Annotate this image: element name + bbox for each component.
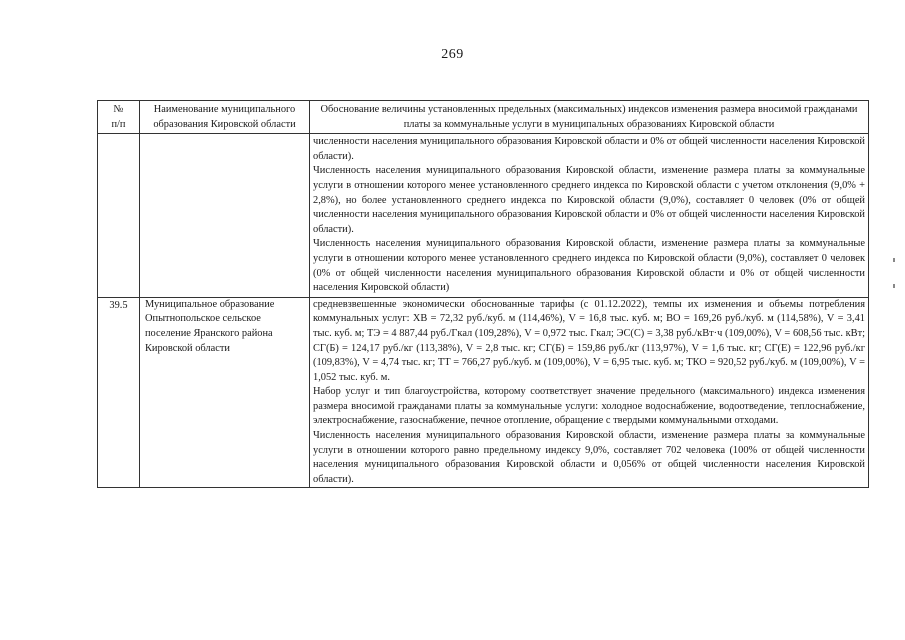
paragraph: Набор услуг и тип благоустройства, которому соответствует значение предельного (максимального) индекса изменения размера вносимой гражданами платы за коммунальные услуги: холодное водоснабжение, водоотведение, теплоснабжение, электроснабжение, газоснабжение, печное отопление, обращение с твердыми коммунальными отходами. [313,386,865,427]
scan-mark [893,284,895,288]
row-justification [310,134,869,298]
justification-table [97,100,869,488]
row-num: 39.5 [98,297,140,488]
header-num: № п/п [98,101,140,134]
row-municipality: Муниципальное образование Опытнопольское сельское поселение Яранского района Кировской области [140,297,310,488]
header-justification: Обоснование величины установленных предельных (максимальных) индексов изменения размера вносимой гражданами платы за коммунальные услуги в муниципальных образованиях Кировской области [310,101,869,134]
row-municipality [140,134,310,298]
row-justification [310,297,869,488]
table-row [98,134,869,298]
paragraph: Численность населения муниципального образования Кировской области, изменение размера платы за коммунальные услуги в отношении которого менее установленного среднего индекса по Кировской области с учетом отклонения (9,0% + 2,8%), но более установленного среднего индекса по Кировской области (9,0%), составляет 0 человек (0% от общей численности населения муниципального образования Кировской области и 0% от общей численности населения Кировской области). [313,165,865,235]
row-num [98,134,140,298]
paragraph: Численность населения муниципального образования Кировской области, изменение размера платы за коммунальные услуги в отношении которого менее установленного среднего индекса по Кировской области (9,0%), составляет 0 человек (0% от общей численности населения муниципального образования Кировской области и 0% от общей численности населения Кировской области) [313,238,865,294]
table-row [98,297,869,488]
table-header-row [98,101,869,134]
paragraph: Численность населения муниципального образования Кировской области, изменение размера платы за коммунальные услуги в отношении которого равно предельному индексу 9,0%, составляет 702 человека (100% от общей численности населения муниципального образования Кировской области и 0,056% от общей численности населения Кировской области). [313,430,865,485]
page-number: 269 [441,47,464,62]
paragraph: численности населения муниципального образования Кировской области и 0% от общей численности населения Кировской области). [313,136,865,162]
header-municipality: Наименование муниципального образования Кировской области [140,101,310,134]
paragraph: средневзвешенные экономически обоснованные тарифы (с 01.12.2022), темпы их изменения и объемы потребления коммунальных услуг: ХВ = 72,32 руб./куб. м (114,46%), V = 16,8 тыс. куб. м; ВО = 169,26 руб./куб. м (114,58%), V = 3,41 тыс. куб. м; ТЭ = 4 887,44 руб./Гкал (109,28%), V = 0,972 тыс. Гкал; ЭС(С) = 3,38 руб./кВт·ч (109,00%), V = 608,56 тыс. кВт; СГ(Б) = 124,17 руб./кг (113,38%), V = 2,8 тыс. кг; СГ(Б) = 159,86 руб./кг (113,97%), V = 1,6 тыс. кг; СГ(Е) = 122,96 руб./кг (109,83%), V = 4,74 тыс. кг; ТТ = 766,27 руб./куб. м (109,00%), V = 6,95 тыс. куб. м; ТКО = 920,52 руб./куб. м (109,00%), V = 1,052 тыс. куб. м. [313,298,865,383]
scan-mark [893,258,895,262]
